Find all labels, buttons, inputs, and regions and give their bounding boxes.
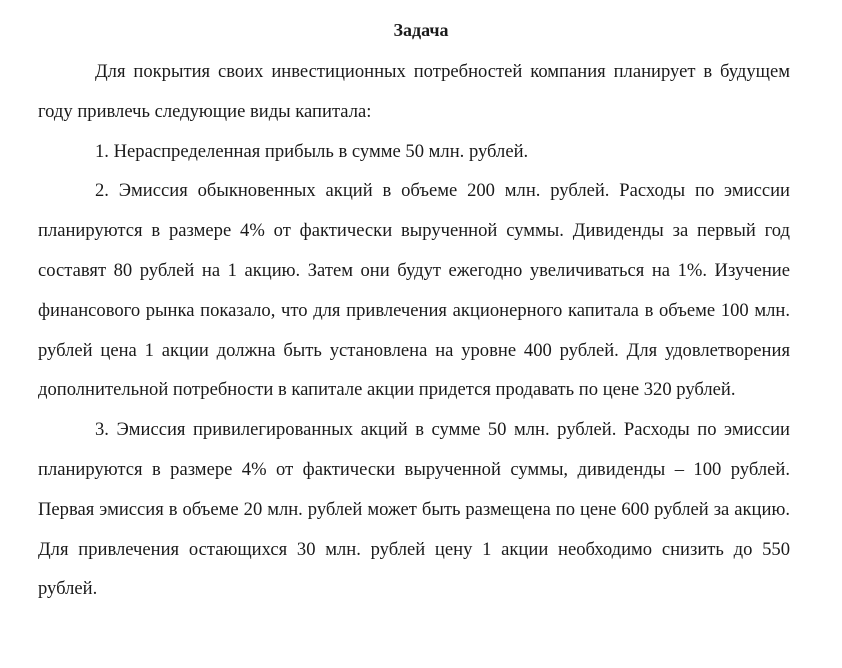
paragraph-intro: Для покрытия своих инвестиционных потребностей компания планирует в будущем году привлечь следующие виды капитала: bbox=[38, 61, 790, 122]
paragraph-item-2: 2. Эмиссия обыкновенных акций в объеме 200 млн. рублей. Расходы по эмиссии планируются в размере 4% от фактически вырученной суммы. Дивиденды за первый год составят 80 рублей на 1 акцию. Затем они будут ежегодно увеличиваться на 1%. Изучение финансового рынка показало, что для привлечения акционерного капитала в объеме 100 млн. рублей цена 1 акции должна быть установлена на уровне 400 рублей. Для удовлетворения дополнительной потребности в капитале акции придется продавать по цене 320 рублей. bbox=[38, 180, 790, 401]
document-body bbox=[38, 52, 790, 609]
document-title: Задача bbox=[393, 20, 449, 40]
paragraph-item-3: 3. Эмиссия привилегированных акций в сумме 50 млн. рублей. Расходы по эмиссии планируются в размере 4% от фактически вырученной суммы, дивиденды – 100 рублей. Первая эмиссия в объеме 20 млн. рублей может быть размещена по цене 600 рублей за акцию. Для привлечения остающихся 30 млн. рублей цену 1 акции необходимо снизить до 550 рублей. bbox=[38, 419, 790, 600]
paragraph-item-1: 1. Нераспределенная прибыль в сумме 50 млн. рублей. bbox=[95, 140, 529, 162]
